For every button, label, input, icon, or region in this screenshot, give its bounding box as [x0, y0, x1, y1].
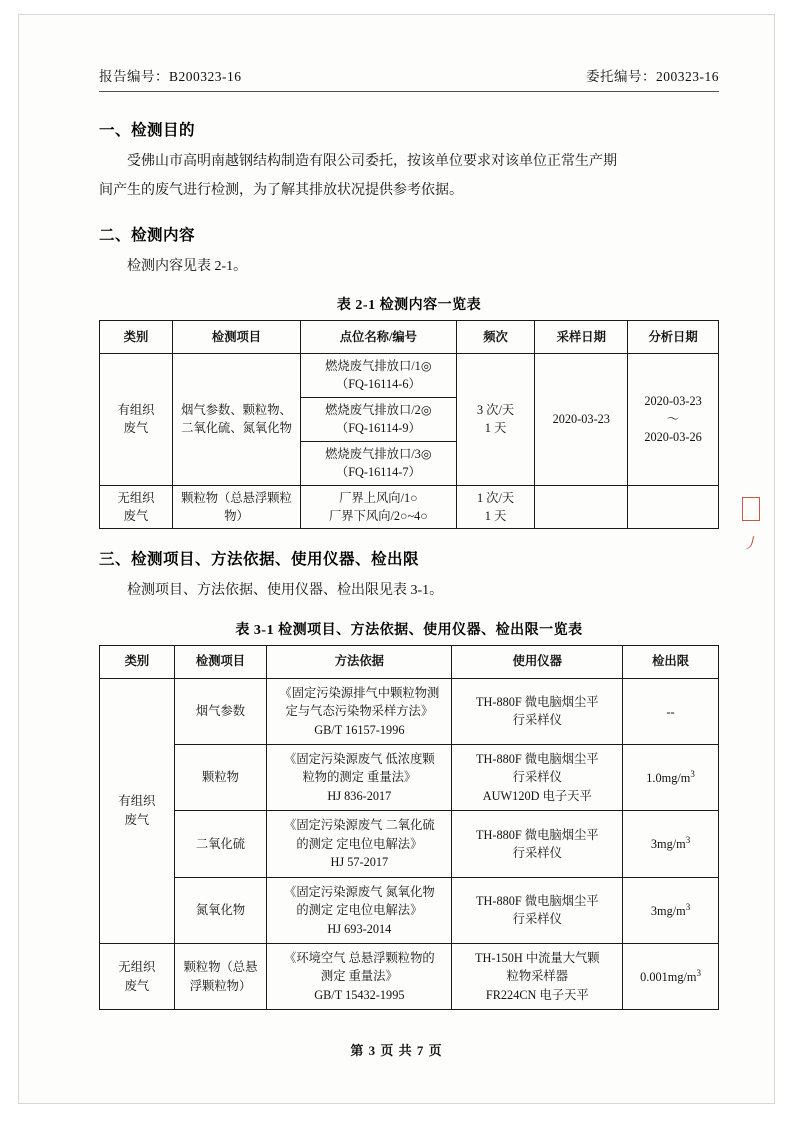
- table-row-header: [100, 320, 719, 353]
- th3-category: 类别: [100, 645, 175, 678]
- instr-1-line-2: 行采样仪: [512, 713, 562, 728]
- red-seal-mark: [734, 495, 768, 615]
- method-3-line-2: 的测定 定电位电解法》: [296, 836, 423, 851]
- table-2-detection-content: [99, 320, 719, 530]
- method-2-line-2: 粒物的测定 重量法》: [302, 770, 417, 785]
- th-point: 点位名称/编号: [301, 320, 457, 353]
- cell3-limit-1: [623, 678, 719, 744]
- analysis-date-line-2: ～: [666, 411, 680, 426]
- frequency-u-line-2: 1 天: [484, 508, 507, 523]
- limit-3-value: 3mg/m: [650, 837, 686, 852]
- th-sampling-date: 采样日期: [535, 320, 628, 353]
- cell-analysis-date: [628, 353, 719, 485]
- cell3-instrument-3: [452, 811, 623, 877]
- th3-method: 方法依据: [267, 645, 452, 678]
- cell3-item-5: [174, 943, 267, 1009]
- limit-4-unit: 3: [685, 901, 691, 912]
- method-4-line-3: HJ 693-2014: [327, 921, 392, 936]
- cell-point-unorganized: [301, 485, 457, 529]
- cell-point-2: [301, 397, 457, 441]
- item-5-line-1: 颗粒物（总悬: [183, 960, 258, 975]
- cell-analysis-date-empty: [628, 485, 719, 529]
- limit-1-value: --: [666, 704, 675, 719]
- method-4-line-2: 的测定 定电位电解法》: [296, 903, 423, 918]
- method-2-line-3: HJ 836-2017: [327, 788, 392, 803]
- table-row: [100, 811, 719, 877]
- table-3-caption: 表 3-1 检测项目、方法依据、使用仪器、检出限一览表: [235, 622, 583, 638]
- cell3-method-3: [267, 811, 452, 877]
- instr-2-line-3: AUW120D 电子天平: [482, 788, 592, 803]
- cell-point-1: [301, 353, 457, 397]
- paper-sheet: [18, 14, 775, 1104]
- instr-3-line-1: TH-880F 微电脑烟尘平: [475, 827, 599, 842]
- cell3-limit-4: [623, 877, 719, 943]
- limit-5-unit: 3: [696, 967, 701, 978]
- cell3-method-4: [267, 877, 452, 943]
- instr-2-line-1: TH-880F 微电脑烟尘平: [475, 752, 599, 766]
- limit-5-value: 0.001mg/m: [640, 969, 697, 984]
- method-5-line-2: 测定 重量法》: [320, 969, 398, 984]
- table-row: [100, 943, 719, 1009]
- cat3-line-1: 有组织: [118, 794, 156, 809]
- analysis-date-line-3: 2020-03-26: [644, 430, 702, 445]
- method-2-line-1: 《固定污染源废气 低浓度颗: [284, 752, 435, 766]
- category-u-line-1: 无组织: [117, 490, 155, 505]
- seal-stroke-icon: 丿: [741, 534, 761, 555]
- point-2-name: 燃烧废气排放口/2◎: [325, 402, 432, 417]
- cell3-instrument-1: [452, 678, 623, 744]
- cell-sampling-date-empty: [535, 485, 628, 529]
- table-3-methods: [99, 645, 719, 1011]
- th-analysis-date: 分析日期: [628, 320, 719, 353]
- frequency-line-2: 1 天: [484, 421, 507, 436]
- point-2-code: （FQ-16114-9）: [335, 421, 421, 436]
- section-1-title: 一、检测目的: [99, 122, 196, 139]
- seal-block-1: [742, 497, 760, 521]
- category-u-line-2: 废气: [123, 508, 149, 523]
- point-3-name: 燃烧废气排放口/3◎: [325, 446, 432, 461]
- cell3-instrument-2: [452, 745, 623, 811]
- cell-category-unorganized: [100, 485, 173, 529]
- header-divider: [99, 91, 719, 92]
- th-category: 类别: [100, 320, 173, 353]
- instr-2-line-2: 行采样仪: [512, 770, 562, 785]
- commission-number: 委托编号：200323-16: [586, 69, 719, 84]
- items-line-1: 烟气参数、颗粒物、: [181, 402, 292, 417]
- th-frequency: 频次: [456, 320, 535, 353]
- method-3-line-1: 《固定污染源废气 二氧化硫: [284, 818, 435, 833]
- instr-5-line-2: 粒物采样器: [506, 969, 569, 984]
- method-5-line-3: GB/T 15432-1995: [314, 987, 405, 1002]
- method-3-line-3: HJ 57-2017: [330, 855, 389, 870]
- cell-items-unorganized: [172, 485, 300, 529]
- section-1-paragraph-line-2: 间产生的废气进行检测，为了解其排放状况提供参考依据。: [99, 183, 463, 199]
- instr-4-line-1: TH-880F 微电脑烟尘平: [475, 893, 599, 908]
- cat3u-line-1: 无组织: [118, 960, 156, 975]
- cell3-instrument-4: [452, 877, 623, 943]
- cell3-method-1: [267, 678, 452, 744]
- limit-2-unit: 3: [690, 768, 695, 779]
- limit-3-unit: 3: [685, 835, 691, 846]
- instr-5-line-1: TH-150H 中流量大气颗: [474, 950, 600, 965]
- cell3-item-1: 烟气参数: [174, 678, 267, 744]
- point-u-line-2: 厂界下风向/2○~4○: [329, 508, 428, 523]
- section-1-paragraph-line-1: 受佛山市高明南越钢结构制造有限公司委托，按该单位要求对该单位正常生产期: [127, 154, 617, 169]
- section-2-paragraph: 检测内容见表 2-1。: [127, 258, 248, 274]
- report-number: 报告编号：B200323-16: [99, 69, 242, 84]
- limit-4-value: 3mg/m: [650, 903, 686, 918]
- cat3-line-2: 废气: [124, 812, 150, 827]
- table-2-caption: 表 2-1 检测内容一览表: [336, 297, 482, 313]
- item-5-line-2: 浮颗粒物）: [189, 978, 252, 993]
- th3-item: 检测项目: [174, 645, 267, 678]
- instr-4-line-2: 行采样仪: [512, 912, 562, 927]
- cell3-item-3: 二氧化硫: [174, 811, 267, 877]
- cell-frequency-unorganized: [456, 485, 535, 529]
- cell3-item-4: 氮氧化物: [174, 877, 267, 943]
- section-2-title: 二、检测内容: [99, 226, 196, 244]
- point-3-code: （FQ-16114-7）: [335, 465, 421, 480]
- cell-items-organized: [172, 353, 300, 485]
- page-footer: 第 3 页 共 7 页: [350, 1043, 443, 1058]
- cell3-method-5: [267, 943, 452, 1009]
- cell3-category-organized: [100, 678, 175, 943]
- page-content: [99, 65, 719, 1010]
- cell3-method-2: [267, 745, 452, 811]
- table-row: [100, 745, 719, 811]
- table-row-header: [100, 645, 719, 678]
- frequency-u-line-1: 1 次/天: [476, 490, 515, 505]
- method-1-line-1: 《固定污染源排气中颗粒物测: [279, 685, 440, 700]
- th3-limit: 检出限: [623, 645, 719, 678]
- cell3-item-2: 颗粒物: [174, 745, 267, 811]
- table-row: [100, 877, 719, 943]
- items-line-2: 二氧化硫、氮氧化物: [181, 421, 292, 436]
- cell3-instrument-5: [452, 943, 623, 1009]
- cell3-limit-3: [623, 811, 719, 877]
- cell3-limit-5: [623, 943, 719, 1009]
- method-1-line-3: GB/T 16157-1996: [314, 722, 405, 737]
- point-1-name: 燃烧废气排放口/1◎: [325, 358, 432, 373]
- method-5-line-1: 《环境空气 总悬浮颗粒物的: [284, 950, 435, 965]
- point-1-code: （FQ-16114-6）: [335, 377, 421, 392]
- th-item: 检测项目: [172, 320, 300, 353]
- instr-1-line-1: TH-880F 微电脑烟尘平: [475, 694, 599, 709]
- table-row: [100, 485, 719, 529]
- page-header: [99, 65, 719, 89]
- category-line-1: 有组织: [117, 402, 155, 417]
- limit-2-value: 1.0mg/m: [646, 770, 691, 785]
- table-row: [100, 678, 719, 744]
- cell-frequency-organized: [456, 353, 535, 485]
- table-row: [100, 353, 719, 397]
- th3-instrument: 使用仪器: [452, 645, 623, 678]
- analysis-date-line-1: 2020-03-23: [644, 393, 702, 408]
- instr-3-line-2: 行采样仪: [512, 845, 562, 860]
- frequency-line-1: 3 次/天: [476, 402, 515, 417]
- cell-point-3: [301, 441, 457, 485]
- method-1-line-2: 定与气态污染物采样方法》: [285, 704, 434, 719]
- point-u-line-1: 厂界上风向/1○: [339, 490, 418, 505]
- items-u-line-1: 颗粒物（总悬浮颗粒: [181, 490, 292, 505]
- category-line-2: 废气: [123, 421, 149, 436]
- cell3-category-unorganized: [100, 943, 175, 1009]
- section-3-paragraph: 检测项目、方法依据、使用仪器、检出限见表 3-1。: [127, 583, 444, 599]
- cell-category-organized: [100, 353, 173, 485]
- section-3-title: 三、检测项目、方法依据、使用仪器、检出限: [99, 551, 420, 569]
- method-4-line-1: 《固定污染源废气 氮氧化物: [284, 884, 435, 899]
- instr-5-line-3: FR224CN 电子天平: [485, 987, 589, 1002]
- items-u-line-2: 物）: [224, 508, 249, 523]
- cell-sampling-date: 2020-03-23: [535, 353, 628, 485]
- cell3-limit-2: [623, 745, 719, 811]
- cat3u-line-2: 废气: [124, 978, 150, 993]
